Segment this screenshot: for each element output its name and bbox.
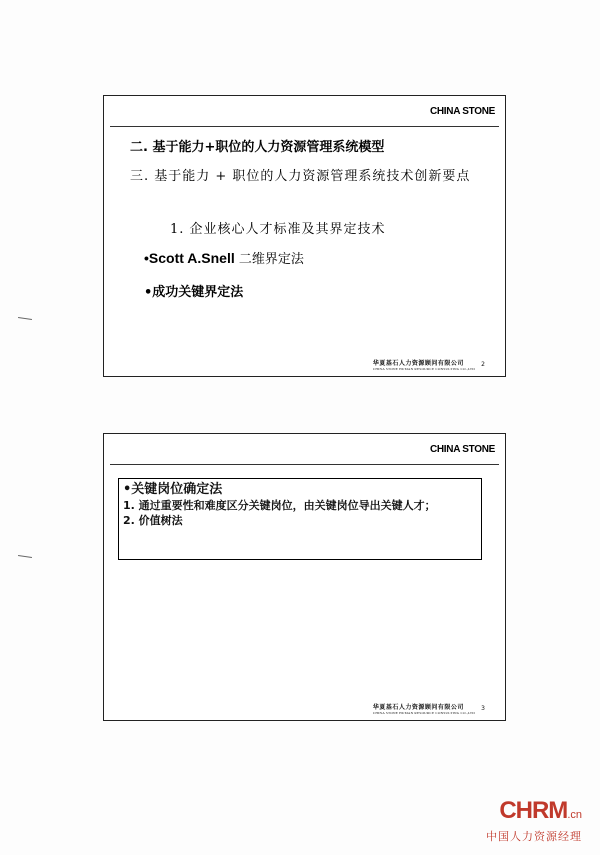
scan-mark [18,555,32,558]
content-textbox [118,478,482,560]
page-number: 3 [481,705,485,712]
point-item: 2. 价值树法 [123,514,183,527]
section-heading: •关键岗位确定法 [123,482,223,497]
footer-company-en: CHINA STONE HUMAN RESOURCE CONSULTING CO.,LTD [372,711,475,715]
chrm-watermark [486,797,582,844]
header-divider [110,464,499,465]
brand-logo: CHINA STONE [429,106,495,117]
slide-page-2 [103,95,506,377]
bullet-item-cn: 二维界定法 [234,252,304,267]
slide-page-3 [103,433,506,721]
section-heading: 二. 基于能力+职位的人力资源管理系统模型 [130,140,385,155]
watermark-tagline: 中国人力资源经理 [486,830,582,843]
bullet-item [144,248,304,267]
point-item: 1. 通过重要性和难度区分关键岗位，由关键岗位导出关键人才； [123,499,436,512]
scan-mark [18,317,32,320]
footer-company-en: CHINA STONE HUMAN RESOURCE CONSULTING CO.,LTD [372,367,475,371]
footer-company-cn: 华夏基石人力资源顾问有限公司 [372,360,464,367]
brand-logo: CHINA STONE [429,444,495,455]
page-number: 2 [481,361,485,368]
bullet-item: •成功关键界定法 [144,285,244,300]
header-divider [110,126,499,127]
footer-company-cn: 华夏基石人力资源顾问有限公司 [372,704,464,711]
slide-footer [372,358,485,371]
slide-footer [372,702,485,715]
bullet-item-en: •Scott A.Snell [144,250,235,266]
section-subheading: 三. 基于能力 + 职位的人力资源管理系统技术创新要点 [130,169,471,184]
watermark-logo: CHRM.cn [499,797,582,824]
point-item: 1. 企业核心人才标准及其界定技术 [170,222,386,237]
